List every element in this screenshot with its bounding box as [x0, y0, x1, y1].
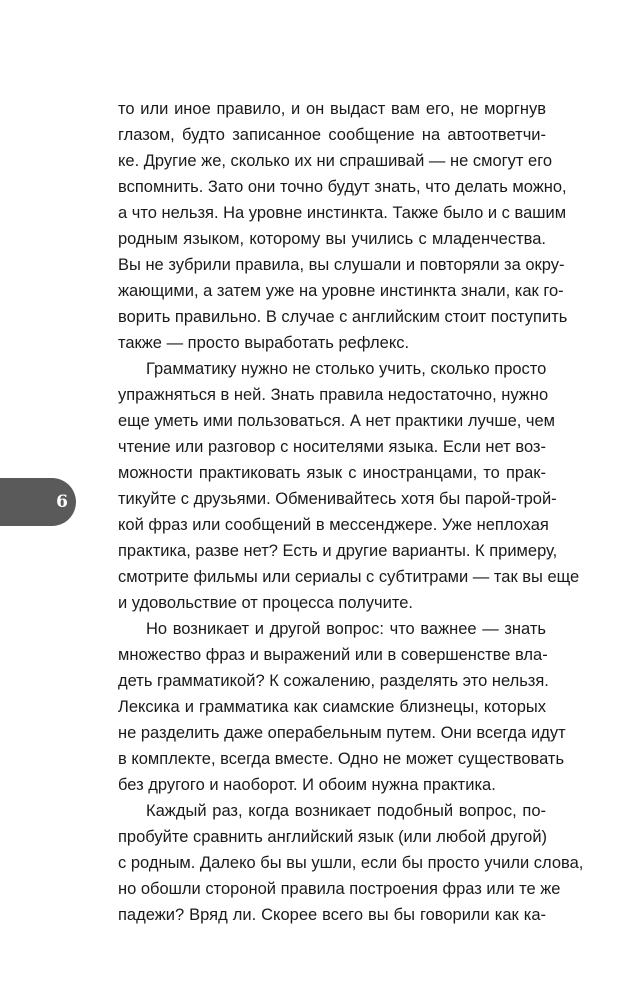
text-line: родным языком, которому вы учились с младенчества. — [118, 230, 546, 248]
text-line: Лексика и грамматика как сиамские близнецы, которых — [118, 698, 546, 716]
text-line: не разделить даже операбельным путем. Они всегда идут — [118, 724, 566, 742]
text-line: но обошли стороной правила построения фраз или те же — [118, 880, 561, 898]
text-line: деть грамматикой? К сожалению, разделять это нельзя. — [118, 672, 549, 690]
text-line: также — просто выработать рефлекс. — [118, 334, 410, 352]
text-line: в комплекте, всегда вместе. Одно не может существовать — [118, 750, 565, 768]
body-text — [118, 96, 584, 928]
text-line: с родным. Далеко бы вы ушли, если бы просто учили слова, — [118, 854, 584, 872]
text-line: еще уметь ими пользоваться. А нет практики лучше, чем — [118, 412, 556, 430]
text-line: можности практиковать язык с иностранцами, то прак- — [118, 464, 546, 482]
text-line: практика, разве нет? Есть и другие варианты. К примеру, — [118, 542, 558, 560]
text-line: глазом, будто записанное сообщение на автоответчи- — [118, 126, 546, 144]
text-line: пробуйте сравнить английский язык (или любой другой) — [118, 828, 548, 846]
text-line: а что нельзя. На уровне инстинкта. Также было и с вашим — [118, 204, 567, 222]
text-line: смотрите фильмы или сериалы с субтитрами — так вы еще — [118, 568, 580, 586]
text-line: ке. Другие же, сколько их ни спрашивай — не смогут его — [118, 152, 553, 170]
text-line: кой фраз или сообщений в мессенджере. Уже неплохая — [118, 516, 549, 534]
page-number: 6 — [56, 492, 68, 512]
text-line: Вы не зубрили правила, вы слушали и повторяли за окру- — [118, 256, 565, 274]
text-line: и удовольствие от процесса получите. — [118, 594, 413, 612]
text-line: упражняться в ней. Знать правила недостаточно, нужно — [118, 386, 549, 404]
text-line: падежи? Вряд ли. Скорее всего вы бы говорили как ка- — [118, 906, 546, 924]
text-line: вспомнить. Зато они точно будут знать, что делать можно, — [118, 178, 567, 196]
text-line: Грамматику нужно не столько учить, сколько просто — [146, 360, 547, 378]
text-line: чтение или разговор с носителями языка. Если нет воз- — [118, 438, 546, 456]
text-line: ворить правильно. В случае с английским стоит поступить — [118, 308, 568, 326]
text-line: без другого и наоборот. И обоим нужна практика. — [118, 776, 496, 794]
text-line: жающими, а затем уже на уровне инстинкта знали, как го- — [118, 282, 564, 300]
text-line: множество фраз и выражений или в совершенстве вла- — [118, 646, 548, 664]
text-line: Каждый раз, когда возникает подобный вопрос, по- — [146, 802, 546, 820]
text-line: то или иное правило, и он выдаст вам его, не моргнув — [118, 100, 546, 118]
text-line: Но возникает и другой вопрос: что важнее — знать — [146, 620, 546, 638]
text-line: тикуйте с друзьями. Обменивайтесь хотя бы парой-трой- — [118, 490, 557, 508]
